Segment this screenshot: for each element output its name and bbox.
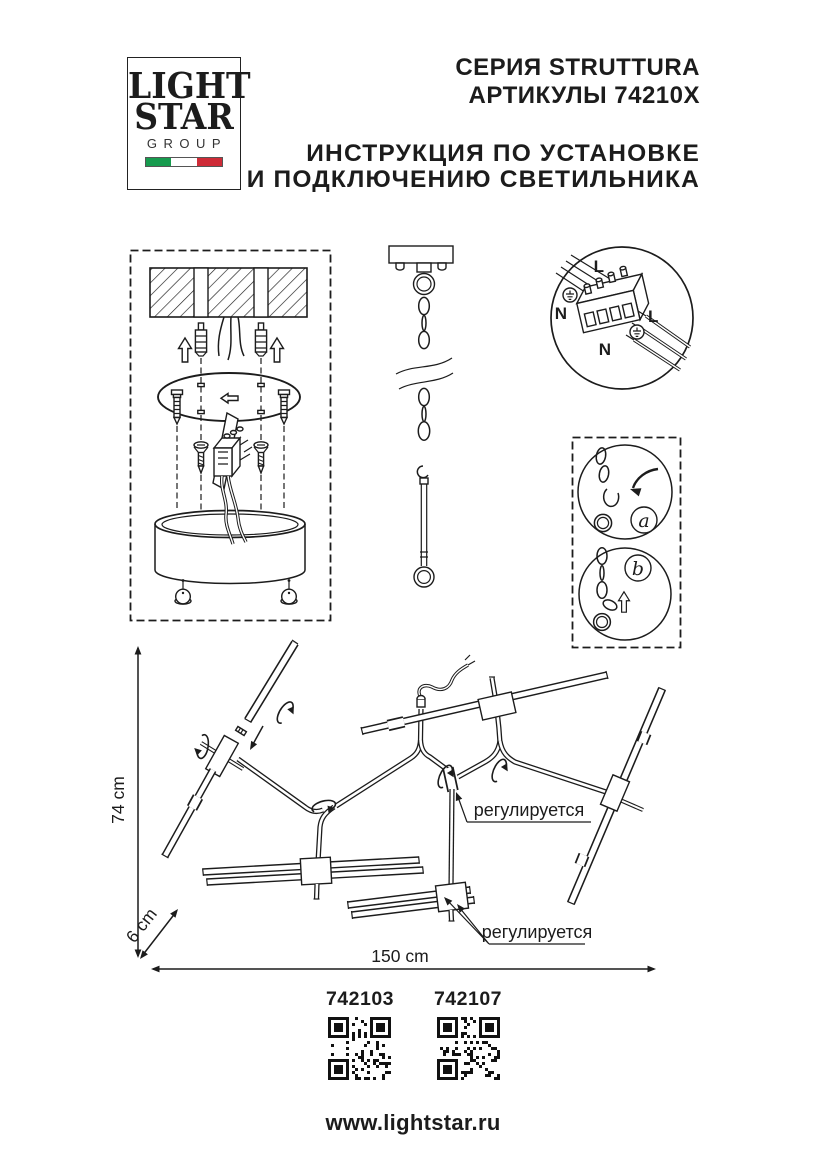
tube-holder-collar bbox=[300, 857, 331, 885]
up-arrow-icon bbox=[179, 338, 192, 362]
plate-hole bbox=[258, 383, 264, 386]
rotation-arrow-icon bbox=[489, 757, 511, 784]
article-number-1: 742103 bbox=[325, 988, 395, 1010]
drill-hole bbox=[254, 268, 268, 317]
step-a-label: a bbox=[638, 510, 650, 532]
cord-grip bbox=[417, 696, 425, 708]
slide-arrow-icon bbox=[221, 394, 238, 404]
rod-holder bbox=[162, 736, 244, 859]
adjustable-callout-1 bbox=[453, 791, 591, 822]
suspension-parts bbox=[389, 246, 453, 587]
ceiling-bracket bbox=[389, 246, 453, 295]
lamp-tube-pair-right bbox=[348, 882, 475, 921]
logo-light: LIGHT bbox=[128, 64, 251, 107]
website-url: www.lightstar.ru bbox=[325, 1110, 501, 1135]
lamp-tube-pair-left bbox=[203, 856, 424, 899]
tube-holder-collar bbox=[601, 775, 630, 811]
insert-arrow-icon bbox=[247, 741, 257, 752]
suspension-rod bbox=[414, 466, 434, 587]
height-dimension bbox=[108, 646, 141, 958]
terminal-block-assembly bbox=[213, 413, 252, 489]
rotation-arrow-icon bbox=[193, 733, 211, 759]
lamp-tube-diagonal bbox=[567, 687, 665, 904]
label-neutral-right: N bbox=[598, 340, 611, 359]
rotation-arrow-icon bbox=[274, 699, 298, 727]
label-neutral-left: N bbox=[554, 304, 567, 323]
canopy-drum bbox=[155, 511, 305, 584]
drill-hole bbox=[194, 268, 208, 317]
label-live-left: L bbox=[593, 257, 604, 276]
power-cord bbox=[419, 655, 475, 698]
ground-icon bbox=[630, 325, 644, 339]
svg-text:регулируется: регулируется bbox=[481, 922, 593, 942]
decorative-nut-icon bbox=[175, 579, 191, 604]
qr-code-2 bbox=[437, 1017, 500, 1080]
mounting-exploded-view bbox=[131, 251, 331, 621]
decorative-nut-icon bbox=[281, 579, 297, 604]
step-b-circle bbox=[579, 548, 671, 640]
logo-group: GROUP bbox=[146, 136, 228, 151]
tube-holder-collar bbox=[436, 882, 469, 911]
ground-icon bbox=[563, 288, 577, 302]
detachable-rod bbox=[236, 640, 298, 752]
wall-plug-icon bbox=[195, 323, 206, 356]
tube-holder-collar bbox=[478, 692, 516, 720]
wiring-detail bbox=[551, 247, 693, 389]
instruction-title-2: И ПОДКЛЮЧЕНИЮ СВЕТИЛЬНИКА bbox=[246, 166, 700, 193]
wall-plug-icon bbox=[255, 323, 266, 356]
mains-wires bbox=[218, 317, 244, 360]
qr-code-1 bbox=[328, 1017, 391, 1080]
article-number-2: 742107 bbox=[433, 988, 503, 1010]
chain bbox=[396, 297, 453, 440]
article-title: АРТИКУЛЫ 74210X bbox=[468, 82, 700, 109]
instruction-title-1: ИНСТРУКЦИЯ ПО УСТАНОВКЕ bbox=[306, 140, 700, 167]
plate-hole bbox=[198, 383, 204, 386]
machine-screw-icon bbox=[279, 390, 290, 424]
self-tapping-screw-icon bbox=[254, 442, 268, 473]
plate-hole bbox=[258, 410, 264, 413]
label-live-right: L bbox=[648, 307, 659, 326]
svg-text:150 cm: 150 cm bbox=[371, 946, 429, 966]
tube-dimension bbox=[122, 904, 181, 961]
svg-text:74 cm: 74 cm bbox=[108, 776, 128, 824]
svg-text:регулируется: регулируется bbox=[473, 800, 585, 820]
chain-break bbox=[396, 358, 453, 389]
svg-text:6 cm: 6 cm bbox=[121, 904, 161, 947]
width-dimension bbox=[151, 946, 656, 972]
chandelier-assembly bbox=[162, 640, 666, 944]
chain-adjust-detail bbox=[573, 438, 681, 648]
series-title: СЕРИЯ STRUTTURA bbox=[455, 54, 700, 81]
machine-screw-icon bbox=[172, 390, 183, 424]
self-tapping-screw-icon bbox=[194, 442, 208, 473]
up-arrow-icon bbox=[271, 338, 284, 362]
plate-hole bbox=[198, 410, 204, 413]
step-a-circle bbox=[578, 445, 672, 539]
logo-star: STAR bbox=[134, 95, 234, 138]
ceiling-hatch bbox=[150, 268, 307, 317]
step-b-label: b bbox=[631, 558, 645, 580]
threaded-nipple bbox=[236, 726, 247, 735]
